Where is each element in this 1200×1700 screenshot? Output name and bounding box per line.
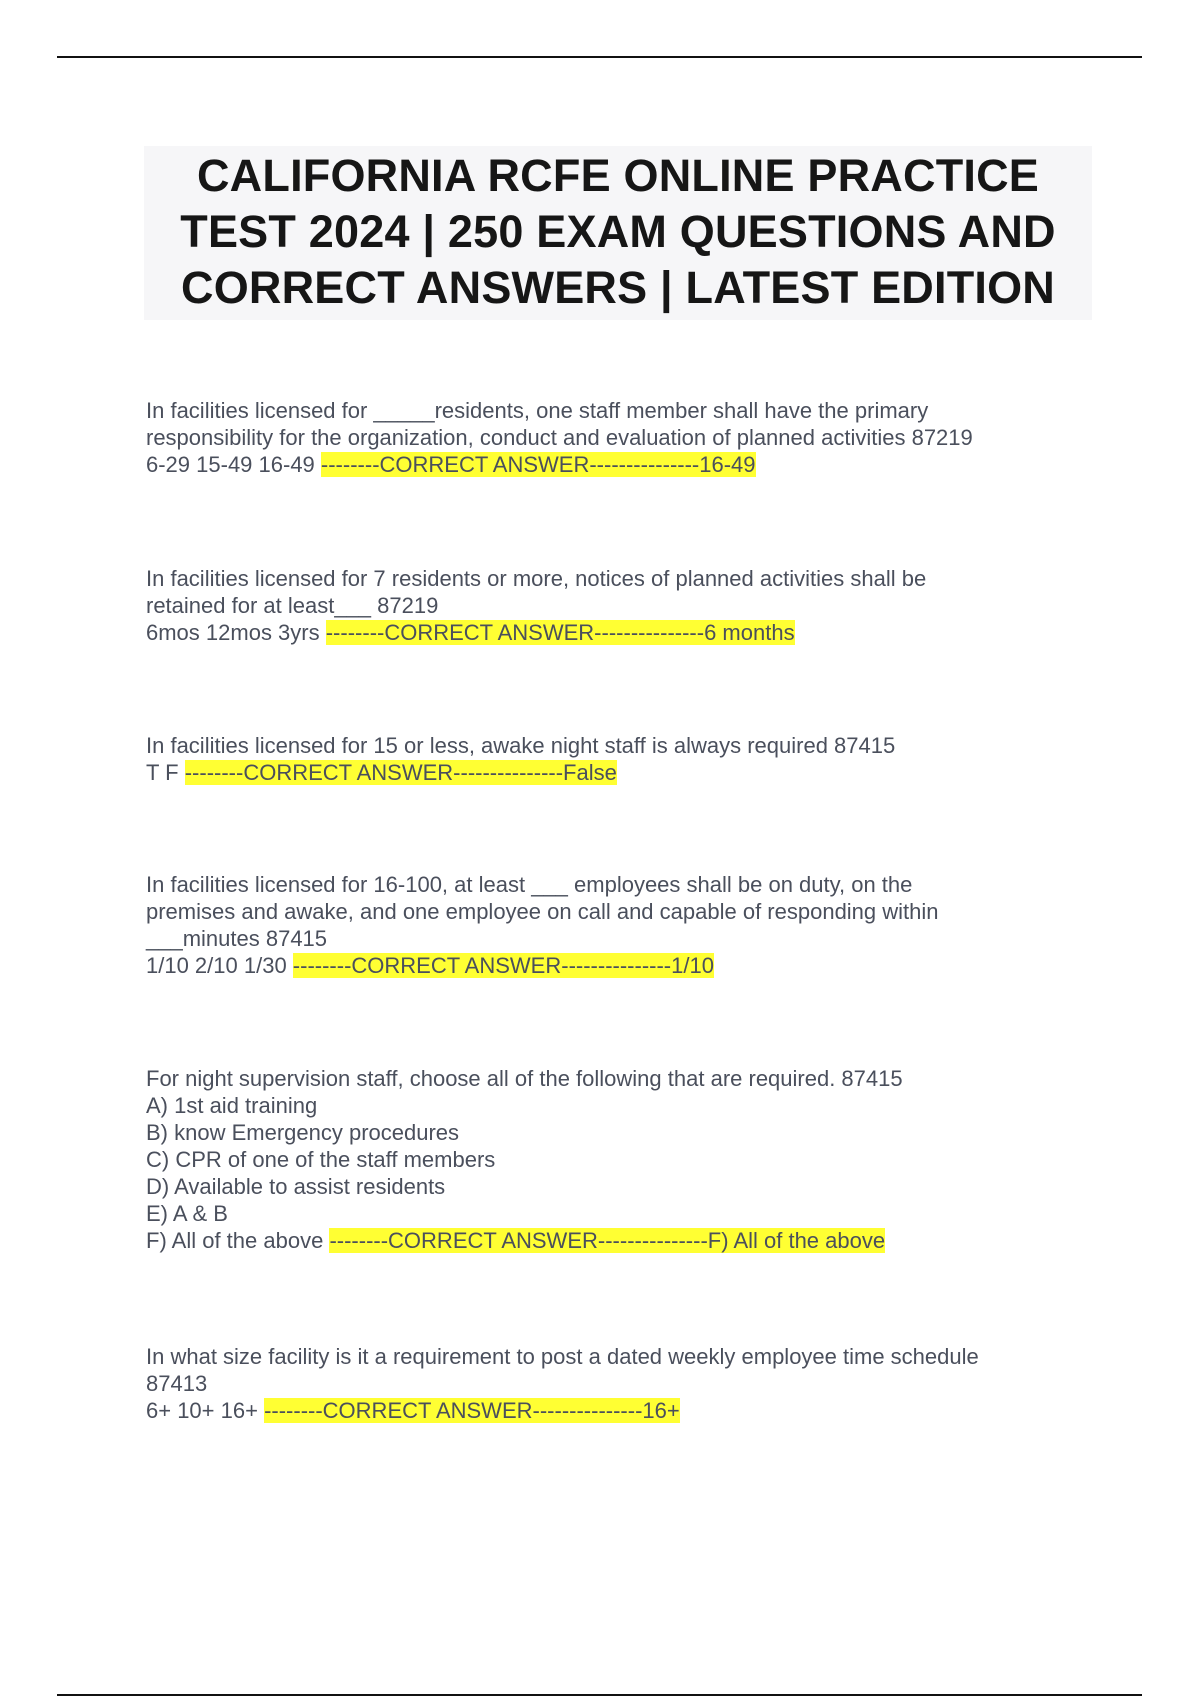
bottom-rule (57, 1694, 1142, 1696)
question-options: 6mos 12mos 3yrs (146, 620, 326, 645)
question-choice-line: C) CPR of one of the staff members (146, 1147, 496, 1172)
question-text-line: In facilities licensed for _____residents, one staff member shall have the primary (146, 398, 929, 423)
question-block (146, 565, 1086, 646)
question-block (146, 397, 1086, 478)
question-choice-line: B) know Emergency procedures (146, 1120, 460, 1145)
question-options-line (146, 1227, 1086, 1254)
correct-answer-highlight: --------CORRECT ANSWER---------------False (184, 760, 617, 785)
top-rule (57, 56, 1142, 58)
question-options-line (146, 451, 1086, 478)
title-line-2: TEST 2024 | 250 EXAM QUESTIONS AND (180, 206, 1056, 257)
correct-answer-highlight: --------CORRECT ANSWER---------------16+ (264, 1398, 680, 1423)
title-line-1: CALIFORNIA RCFE ONLINE PRACTICE (196, 150, 1040, 201)
correct-answer-highlight: --------CORRECT ANSWER---------------16-49 (320, 452, 756, 477)
question-text-line: In facilities licensed for 15 or less, awake night staff is always required 87415 (146, 733, 896, 758)
question-text-line: responsibility for the organization, conduct and evaluation of planned activities 87219 (146, 425, 973, 450)
question-block (146, 1343, 1086, 1424)
question-choice-line: A) 1st aid training (146, 1093, 318, 1118)
question-text-line: For night supervision staff, choose all of the following that are required. 87415 (146, 1066, 903, 1091)
correct-answer-highlight: --------CORRECT ANSWER---------------F) All of the above (329, 1228, 886, 1253)
question-options: F) All of the above (146, 1228, 330, 1253)
question-text-line: In facilities licensed for 16-100, at least ___ employees shall be on duty, on the (146, 872, 913, 897)
question-options-line (146, 952, 1086, 979)
question-text-line: 87413 (146, 1371, 208, 1396)
question-options: 1/10 2/10 1/30 (146, 953, 293, 978)
question-text-line: premises and awake, and one employee on call and capable of responding within (146, 899, 939, 924)
correct-answer-highlight: --------CORRECT ANSWER---------------6 months (325, 620, 795, 645)
correct-answer-highlight: --------CORRECT ANSWER---------------1/10 (292, 953, 714, 978)
question-options: 6+ 10+ 16+ (146, 1398, 265, 1423)
question-options-line (146, 759, 1086, 786)
question-choice-line: E) A & B (146, 1201, 228, 1226)
question-options: T F (146, 760, 185, 785)
title-line-3: CORRECT ANSWERS | LATEST EDITION (181, 262, 1055, 313)
question-choice-line: D) Available to assist residents (146, 1174, 446, 1199)
question-options: 6-29 15-49 16-49 (146, 452, 321, 477)
question-block (146, 871, 1086, 979)
question-options-line (146, 619, 1086, 646)
question-text-line: In what size facility is it a requirement to post a dated weekly employee time schedule (146, 1344, 979, 1369)
question-text-line: retained for at least___ 87219 (146, 593, 439, 618)
question-text-line: ___minutes 87415 (146, 926, 328, 951)
document-title (144, 146, 1092, 320)
question-options-line (146, 1397, 1086, 1424)
question-block (146, 1065, 1086, 1254)
question-block (146, 732, 1086, 786)
question-text-line: In facilities licensed for 7 residents or more, notices of planned activities shall be (146, 566, 927, 591)
